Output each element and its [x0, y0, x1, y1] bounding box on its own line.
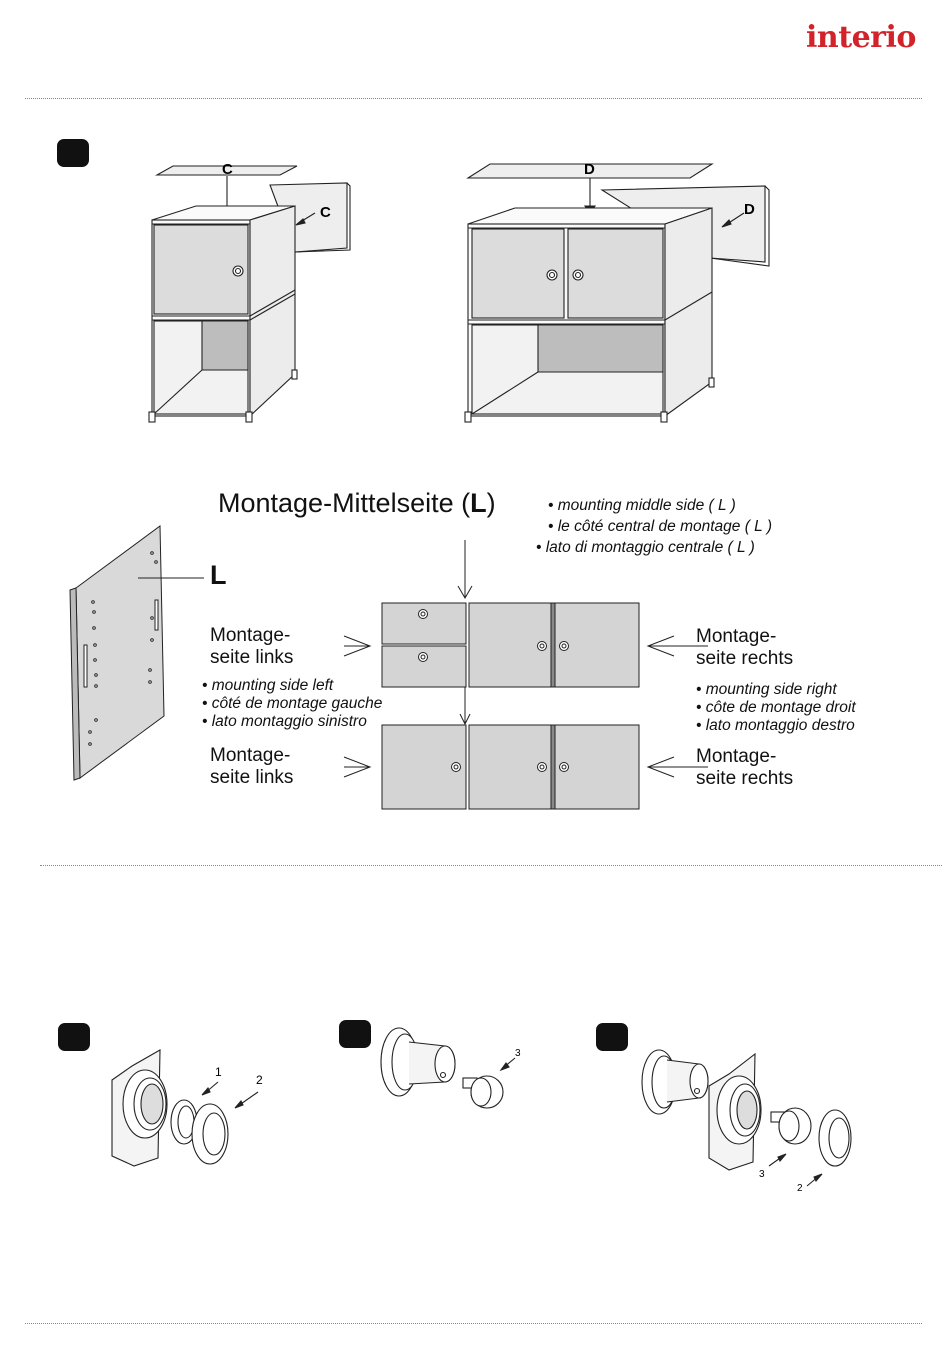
front-elevation-diagram	[330, 540, 710, 812]
mounting-left-lower-line1: Montage-	[210, 745, 291, 766]
mounting-left-label-lower	[210, 745, 293, 789]
title-suffix: )	[486, 488, 496, 518]
mounting-left-label-upper	[210, 625, 293, 669]
interio-logo: interio	[806, 20, 916, 55]
middle-translation-en: • mounting middle side ( L )	[548, 497, 736, 514]
mounting-right-line2: seite rechts	[696, 648, 794, 669]
left-translation-it: • lato montaggio sinistro	[202, 713, 367, 730]
right-translation-en: • mounting side right	[696, 681, 837, 698]
part-1-label: 1	[215, 1065, 222, 1079]
step-badge-1	[57, 139, 89, 167]
mounting-left-line2: seite links	[210, 647, 294, 668]
divider-bottom	[25, 1323, 922, 1324]
panel-l-label: L	[210, 560, 227, 590]
mounting-right-label-upper	[696, 626, 793, 670]
middle-side-title	[218, 488, 496, 519]
middle-panel-illustration	[66, 520, 216, 790]
divider-middle	[40, 865, 942, 866]
mounting-right-label-lower	[696, 746, 793, 790]
mounting-right-line1: Montage-	[696, 626, 777, 647]
part-3-label-b: 3	[515, 1048, 521, 1059]
mounting-right-lower-line2: seite rechts	[696, 768, 794, 789]
title-letter: L	[470, 488, 487, 518]
hardware-figure-b	[375, 1020, 535, 1130]
part-2-label: 2	[256, 1073, 263, 1087]
middle-translation-it: • lato di montaggio centrale ( L )	[536, 539, 755, 556]
cabinet-double-illustration	[460, 150, 780, 430]
middle-translation-fr: • le côté central de montage ( L )	[548, 518, 772, 535]
hardware-figure-a	[100, 1040, 280, 1180]
right-translation-fr: • côte de montage droit	[696, 699, 856, 716]
part-3-label-c: 3	[759, 1169, 765, 1180]
label-d-side: D	[744, 201, 755, 218]
hardware-figure-c	[635, 1038, 865, 1198]
mounting-left-lower-line2: seite links	[210, 767, 294, 788]
left-translation-en: • mounting side left	[202, 677, 334, 694]
label-c-top: C	[222, 161, 233, 178]
right-translation-it: • lato montaggio destro	[696, 717, 855, 734]
mounting-right-lower-line1: Montage-	[696, 746, 777, 767]
part-2-label-c: 2	[797, 1183, 803, 1194]
divider-top	[25, 98, 922, 99]
cabinet-single-illustration	[140, 150, 360, 430]
title-prefix: Montage-Mittelseite (	[218, 488, 471, 518]
step-badge-3	[339, 1020, 371, 1048]
step-badge-2	[58, 1023, 90, 1051]
label-d-top: D	[584, 161, 595, 178]
mounting-left-line1: Montage-	[210, 625, 291, 646]
label-c-side: C	[320, 204, 331, 221]
step-badge-4	[596, 1023, 628, 1051]
left-translation-fr: • côté de montage gauche	[202, 695, 383, 712]
